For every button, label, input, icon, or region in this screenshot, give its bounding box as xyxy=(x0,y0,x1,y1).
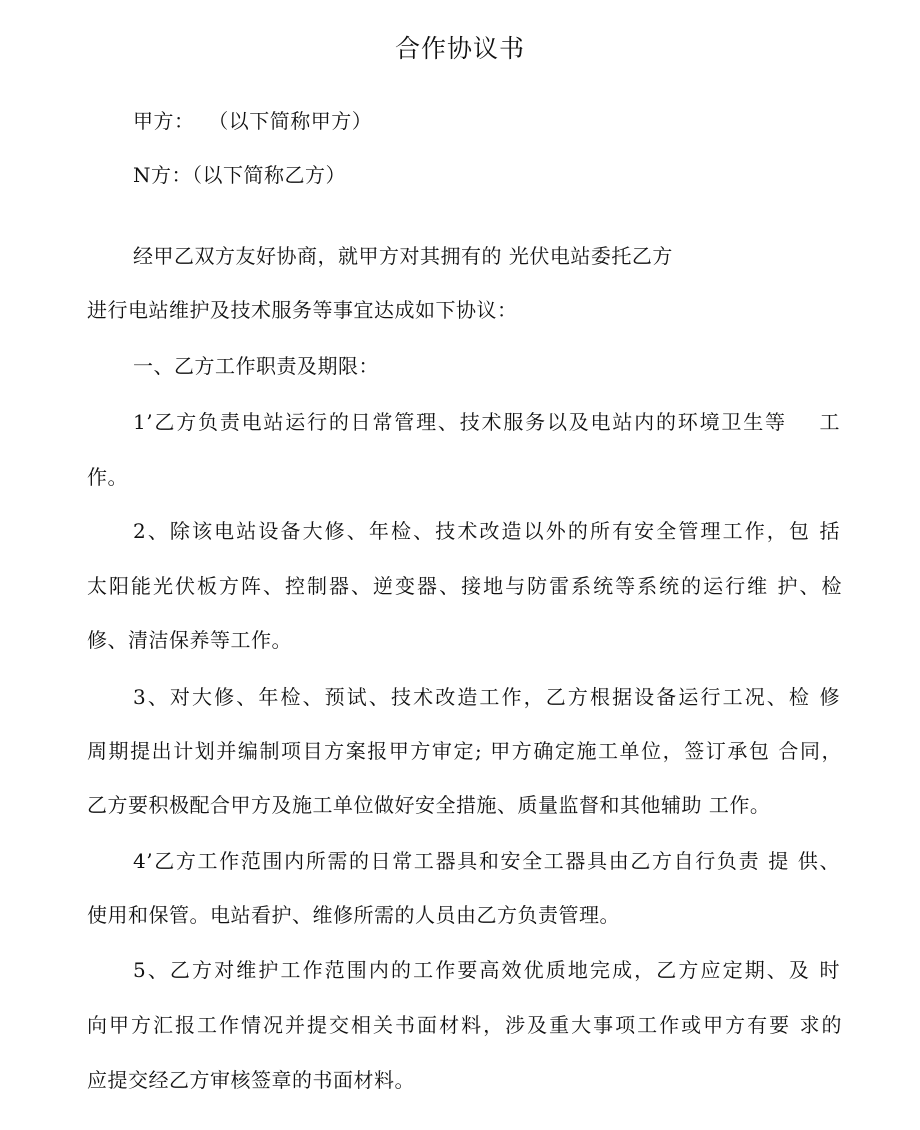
item-2-line-1: 2、除该电站设备大修、年检、技术改造以外的所有安全管理工作，包 括 xyxy=(133,519,840,543)
item-5-line-1: 5、乙方对维护工作范围内的工作要高效优质地完成，乙方应定期、及 时 xyxy=(133,958,840,982)
item-4-line-2: 使用和保管。电站看护、维修所需的人员由乙方负责管理。 xyxy=(87,903,620,927)
item-3-line-2: 周期提出计划并编制项目方案报甲方审定; 甲方确定施工单位，签订承包 合同， xyxy=(87,739,842,763)
document-title: 合作协议书 xyxy=(394,34,525,63)
party-a-line: 甲方： （以下简称甲方） xyxy=(133,109,373,133)
item-2-line-2: 太阳能光伏板方阵、控制器、逆变器、接地与防雷系统等系统的运行维 护、检 xyxy=(87,574,842,598)
party-b-line: N方：（以下简称乙方） xyxy=(133,163,346,187)
item-4-line-1: 4’乙方工作范围内所需的日常工器具和安全工器具由乙方自行负责 提 供、 xyxy=(133,849,840,873)
intro-line-1: 经甲乙双方友好协商，就甲方对其拥有的 光伏电站委托乙方 xyxy=(133,244,673,268)
item-1-line-2: 作。 xyxy=(87,465,128,489)
item-3-line-1: 3、对大修、年检、预试、技术改造工作，乙方根据设备运行工况、检 修 xyxy=(133,685,840,709)
item-1-line-1: 1’乙方负责电站运行的日常管理、技术服务以及电站内的环境卫生等 工 xyxy=(133,410,840,434)
item-3-line-3: 乙方要积极配合甲方及施工单位做好安全措施、质量监督和其他辅助 工作。 xyxy=(87,793,771,817)
item-2-line-3: 修、清洁保养等工作。 xyxy=(87,628,292,652)
section-1-heading: 一、乙方工作职责及期限： xyxy=(133,354,379,378)
intro-line-2: 进行电站维护及技术服务等事宜达成如下协议： xyxy=(87,298,518,322)
item-5-line-2: 向甲方汇报工作情况并提交相关书面材料，涉及重大事项工作或甲方有要 求的 xyxy=(87,1013,842,1037)
item-5-line-3: 应提交经乙方审核签章的书面材料。 xyxy=(87,1068,415,1092)
